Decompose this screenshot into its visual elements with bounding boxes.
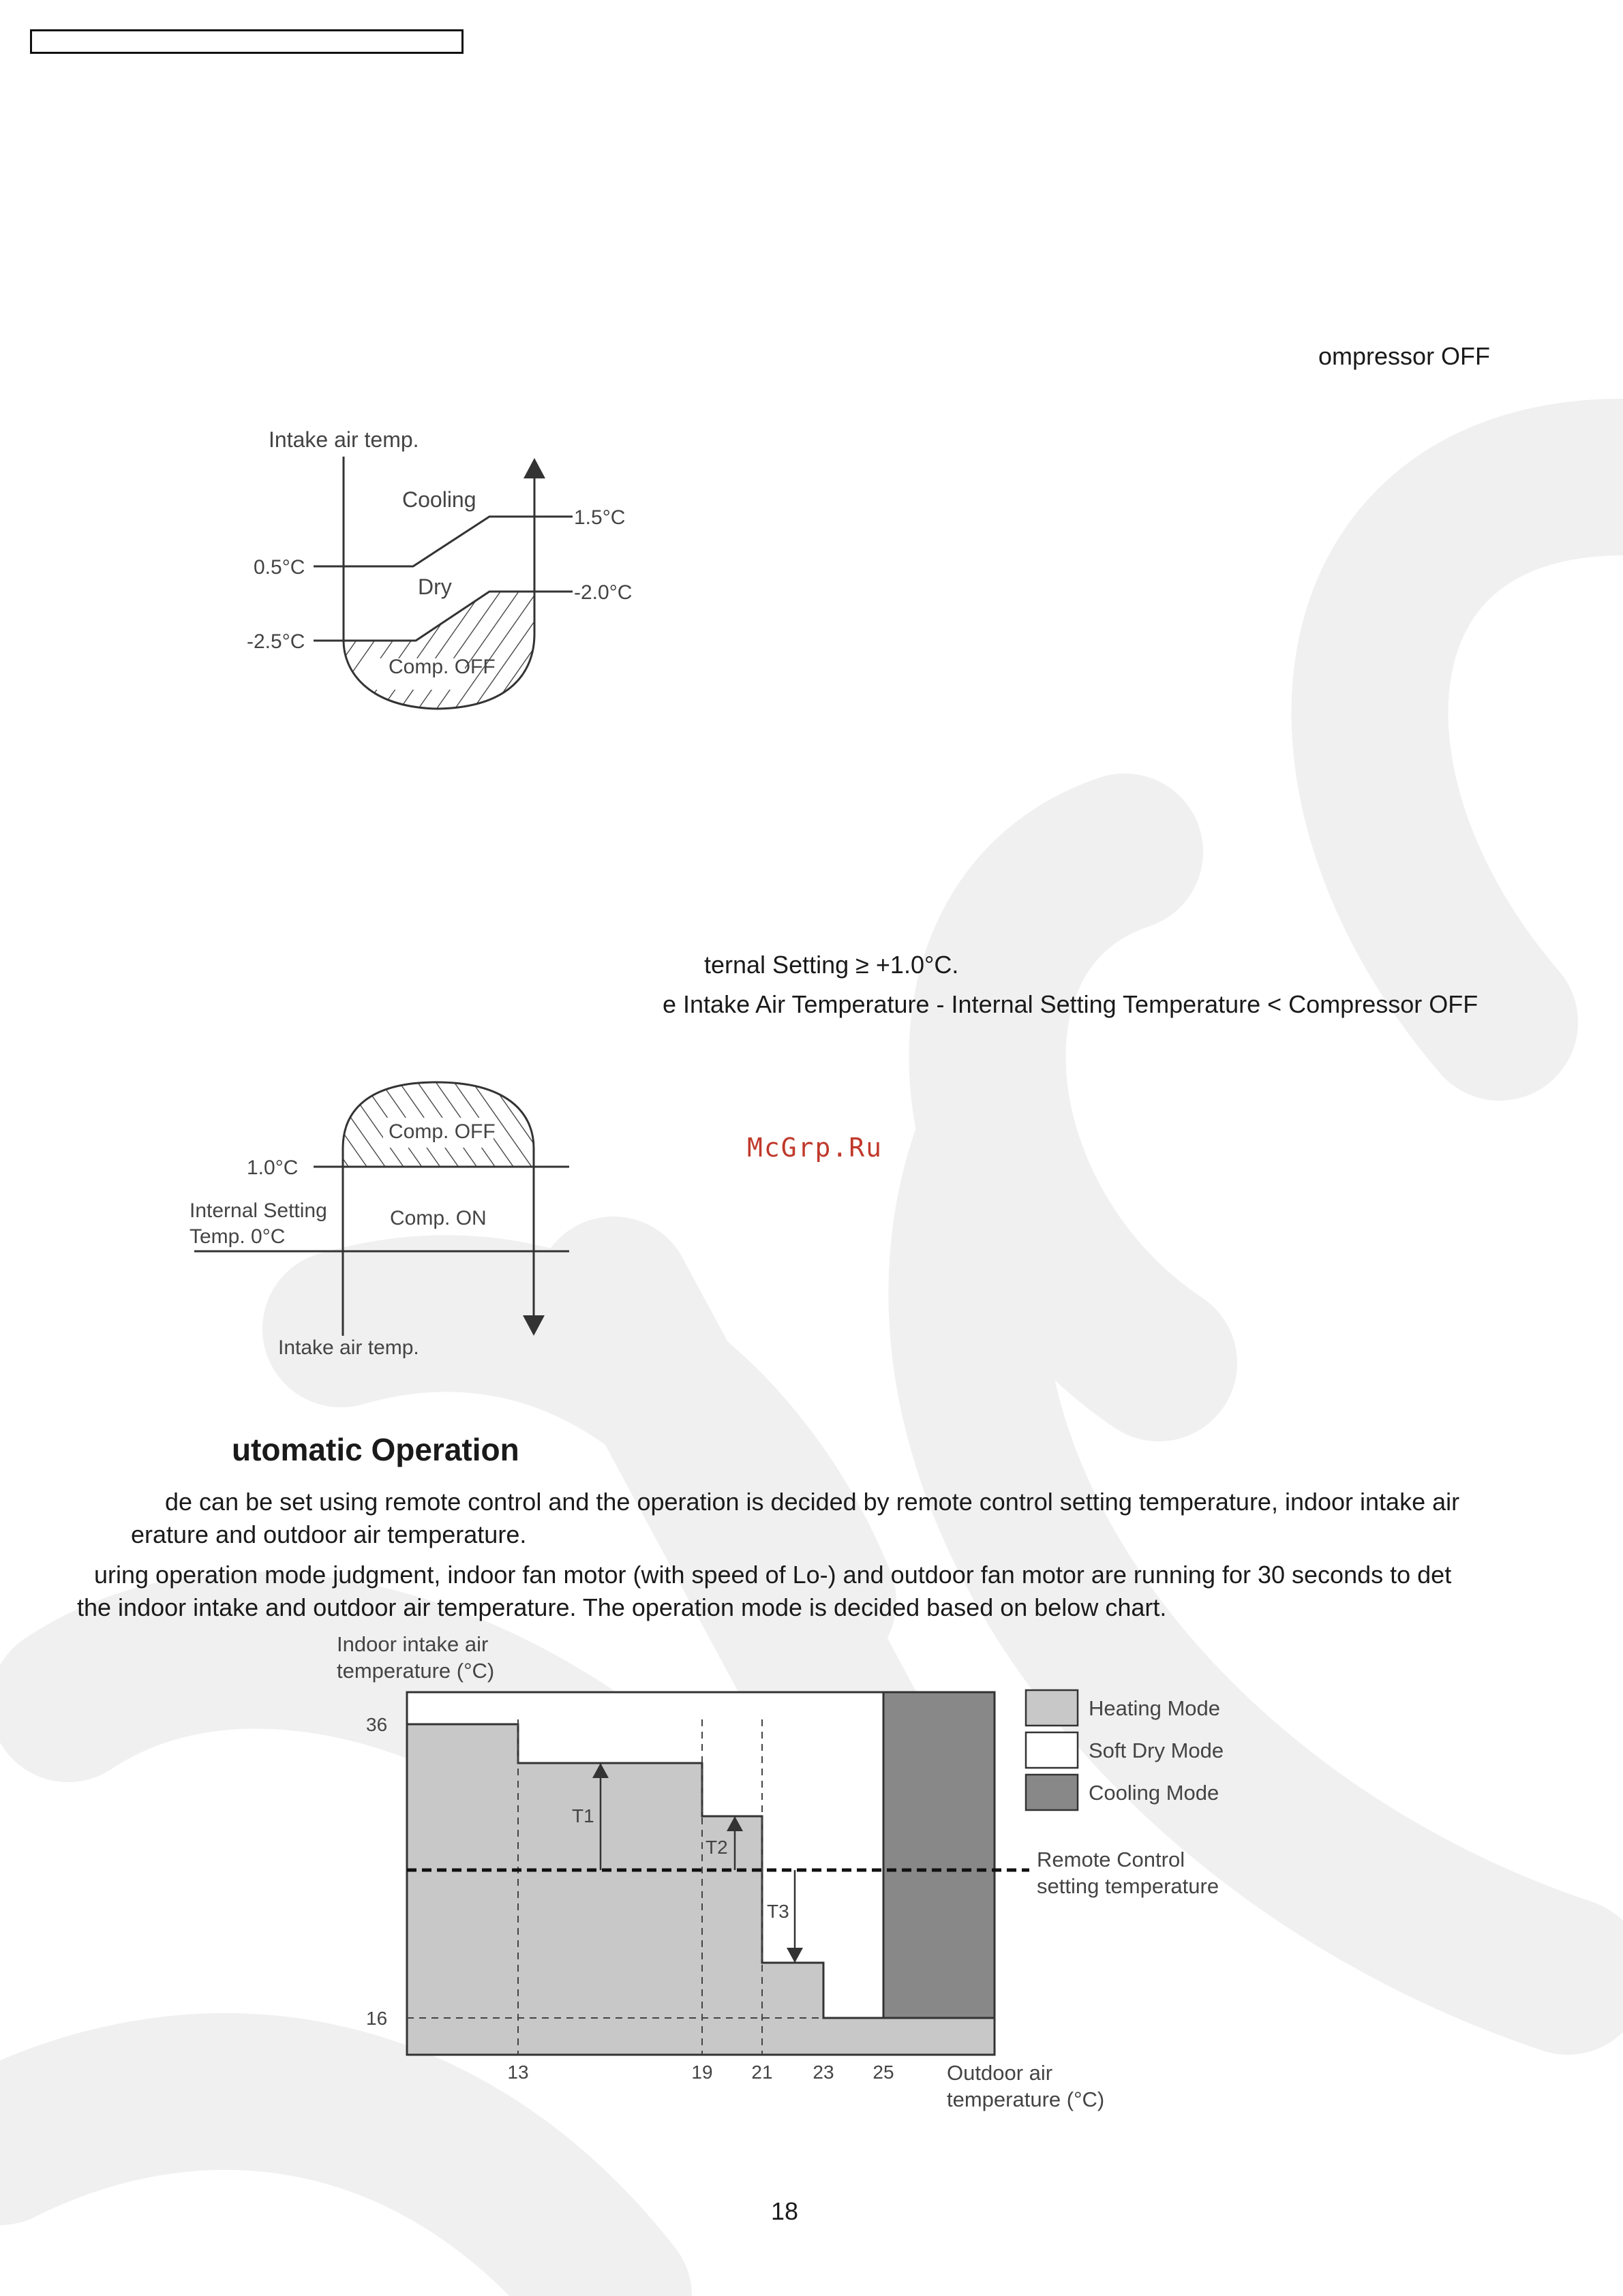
legend-swatch-0: [1026, 1690, 1078, 1726]
annotation-t2: T2: [706, 1837, 728, 1858]
legend-swatch-1: [1026, 1732, 1078, 1768]
arrow-down-icon: [523, 1315, 545, 1336]
x-tick-25: 25: [873, 2062, 894, 2083]
x-tick-21: 21: [751, 2062, 773, 2083]
diagram2-zone-on: Comp. ON: [390, 1207, 487, 1229]
legend-label-2: Cooling Mode: [1089, 1781, 1219, 1805]
diagram1-left-lower: -2.5°C: [247, 630, 305, 653]
diagram1-zone-cooling: Cooling: [402, 487, 476, 512]
paragraph-2-line-2: the indoor intake and outdoor air temperature. The operation mode is decided based on below chart.: [77, 1593, 1167, 1621]
cooling-dry-diagram: [239, 416, 682, 722]
diagram1-zone-dry: Dry: [418, 575, 452, 599]
operation-mode-chart: [327, 1629, 1268, 2126]
section-title: utomatic Operation: [232, 1432, 519, 1467]
x-axis-label-line-2: temperature (°C): [947, 2087, 1105, 2111]
diagram2-axis-label: Intake air temp.: [278, 1336, 419, 1359]
text-internal-setting-fragment: ternal Setting ≥ +1.0°C.: [704, 951, 959, 979]
diagram1-right-lower: -2.0°C: [574, 581, 633, 604]
diagram2-upper: 1.0°C: [247, 1157, 299, 1179]
text-compressor-off-fragment: ompressor OFF: [1318, 342, 1491, 370]
text-intake-air-fragment: e Intake Air Temperature - Internal Setting Temperature < Compressor OFF: [663, 990, 1478, 1018]
diagram2-setting-line1: Internal Setting: [189, 1199, 327, 1222]
cooling-region: [883, 1692, 995, 2018]
legend-swatch-2: [1026, 1775, 1078, 1810]
legend-label-0: Heating Mode: [1089, 1696, 1221, 1720]
page-number: 18: [771, 2197, 799, 2225]
y-tick-36: 36: [366, 1714, 388, 1735]
diagram1-left-upper: 0.5°C: [254, 556, 305, 579]
paragraph-2-line-1: uring operation mode judgment, indoor fan motor (with speed of Lo-) and outdoor fan motor are running for 30 seconds to det: [94, 1561, 1452, 1589]
diagram1-zone-off: Comp. OFF: [389, 656, 496, 678]
y-axis-label-line-2: temperature (°C): [337, 1659, 495, 1683]
arrow-up-icon: [524, 458, 545, 478]
chart-regions: [407, 1692, 995, 2055]
x-tick-23: 23: [813, 2062, 834, 2083]
site-watermark-text: McGrp.Ru: [747, 1133, 883, 1163]
header-box: [30, 29, 464, 54]
setting-line-label-2: setting temperature: [1037, 1874, 1219, 1898]
diagram2-zone-off: Comp. OFF: [389, 1120, 496, 1143]
annotation-t1: T1: [572, 1805, 594, 1826]
x-tick-19: 19: [691, 2062, 713, 2083]
heating-comp-diagram: [170, 1070, 600, 1370]
diagram1-axis-label: Intake air temp.: [269, 427, 419, 452]
y-tick-16: 16: [366, 2008, 388, 2029]
paragraph-1-line-2: erature and outdoor air temperature.: [131, 1520, 527, 1548]
x-axis-label-line-1: Outdoor air: [947, 2061, 1053, 2085]
y-axis-label-line-1: Indoor intake air: [337, 1632, 489, 1656]
setting-line-label-1: Remote Control: [1037, 1848, 1185, 1871]
diagram2-setting-line2: Temp. 0°C: [189, 1225, 286, 1248]
paragraph-1-line-1: de can be set using remote control and the operation is decided by remote control setting temperature, indoor intake air: [165, 1488, 1460, 1516]
annotation-t3: T3: [767, 1901, 789, 1922]
diagram1-right-upper: 1.5°C: [574, 506, 626, 529]
legend-label-1: Soft Dry Mode: [1089, 1739, 1224, 1762]
x-tick-13: 13: [507, 2062, 529, 2083]
